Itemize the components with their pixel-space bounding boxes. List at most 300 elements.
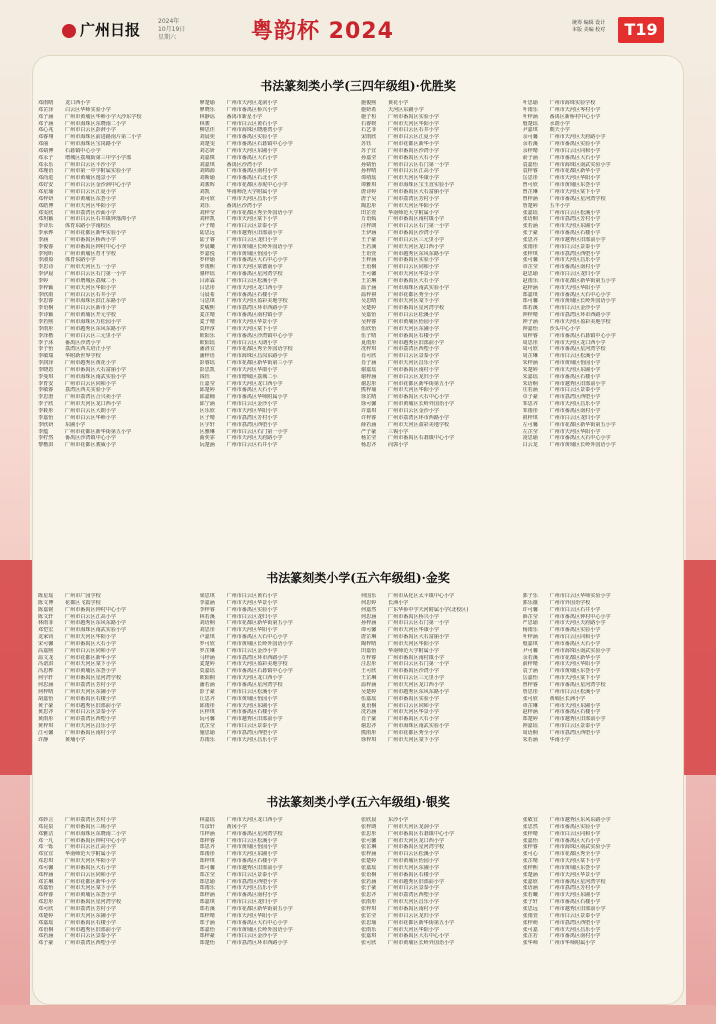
winner-name: 潘梓语: [199, 353, 215, 360]
winner-school: 广州市海珠区东晓南二小学: [65, 830, 127, 837]
winner-entry: [523, 114, 679, 121]
winner-name: 余梓晴: [522, 147, 538, 154]
winner-entry: [38, 251, 194, 258]
winner-school: 广州市番禺区南村小学: [388, 366, 439, 373]
winner-name: 邓语桐: [38, 926, 54, 933]
winner-entry: [38, 429, 194, 436]
winner-name: 郑梓豪: [199, 933, 215, 940]
winner-name: 熊雨彤: [361, 729, 377, 736]
winner-school: 广州市天河区昌乐小学: [549, 257, 601, 264]
winner-school: 广州市白云区金沙小学: [226, 401, 278, 408]
winner-entry: [38, 737, 194, 744]
winner-school: 广州市番禺区南村小学: [549, 933, 601, 940]
winner-school: 广州市番禺区实验小学: [388, 257, 439, 264]
winner-entry: [361, 593, 517, 600]
winner-entry: [200, 865, 356, 872]
winner-name: 李嘉怡: [38, 414, 54, 421]
winner-entry: [361, 614, 517, 621]
winner-name: 陈文博: [38, 599, 54, 606]
winner-school: 广州市番禺区桥西小学: [65, 236, 116, 243]
winner-entry: [361, 100, 517, 107]
winner-school: 华南师范大学附属小学: [388, 647, 439, 654]
winner-entry: [361, 655, 517, 662]
winner-entry: [523, 435, 679, 442]
winner-name: 卢嘉琪: [199, 634, 215, 641]
winner-school: 广州市白云区龙归小学: [549, 414, 601, 421]
winner-entry: [38, 675, 194, 682]
winner-school: 花都区飞霞学校: [65, 599, 101, 606]
winner-school: 广州市番禺区大石富丽小学: [388, 188, 450, 195]
winner-entry: [523, 689, 679, 696]
winner-school: 华南师范大学附属小学: [226, 188, 278, 195]
winner-school: 向郭小学: [388, 442, 409, 449]
winner-name: 王可欣: [361, 668, 377, 675]
winner-school: 广州市天河区棠下小学: [549, 188, 601, 195]
winner-name: 徐梓琪: [361, 736, 377, 743]
winner-entry: [523, 203, 679, 210]
winner-school: 广州市天河区昌乐小学: [226, 885, 278, 892]
winner-name: 张欣晨: [361, 817, 377, 823]
winner-school: 广州市天河区华康小学: [388, 175, 439, 182]
winner-entry: [38, 230, 194, 237]
winner-name: 孙嘉莹: [361, 154, 377, 161]
winner-entry: [361, 641, 517, 648]
winner-name: 郑可馨: [522, 298, 538, 305]
winner-entry: [523, 223, 679, 230]
winner-school: 广州市海珠区宝玉直实验小学: [388, 182, 455, 189]
winner-name: 林嘉瑶: [199, 817, 215, 823]
winner-name: 张思彤: [361, 830, 377, 837]
winner-name: 李嘉涵: [199, 599, 215, 606]
winner-entry: [523, 408, 679, 415]
winner-entry: [38, 620, 194, 627]
winner-entry: [200, 326, 356, 333]
winner-school: 广州市黄埔区长岭外国语小学: [226, 926, 293, 933]
winner-school: 番禺区沙湾小学: [226, 161, 263, 168]
winner-name: 俞子涵: [522, 154, 538, 161]
winner-name: 谢嘉瑶: [361, 366, 377, 373]
winner-school: 广州市荔湾区环市西路小学: [549, 312, 611, 319]
winner-entry: [38, 730, 194, 737]
winner-name: 张嘉瑶: [522, 209, 538, 216]
winner-name: 许梓睿: [361, 414, 377, 421]
winner-name: 陈星瑶: [38, 593, 54, 599]
award-list-silver: [32, 817, 684, 947]
winner-entry: [200, 634, 356, 641]
winner-name: 万语嫣: [361, 216, 377, 223]
winner-name: 张芷琳: [361, 844, 377, 851]
winner-entry: [200, 100, 356, 107]
winner-entry: [523, 319, 679, 326]
award-column: [38, 817, 194, 947]
winner-school: 广州市越秀区东风东路小学: [388, 688, 450, 695]
winner-entry: [523, 858, 679, 865]
winner-name: 区宇轩: [199, 421, 215, 428]
winner-school: 广州市天河区棠下小学: [65, 661, 116, 668]
winner-school: 广州市海珠区晓港湾小学: [226, 127, 283, 134]
winner-school: 广州市白云区同和小学: [388, 702, 439, 709]
winner-entry: [200, 737, 356, 744]
winner-school: 广州市天河区华康小学: [388, 627, 439, 634]
winner-name: 郑嘉琪: [199, 899, 215, 906]
winner-entry: [361, 442, 517, 449]
winner-name: 曾梓涵: [522, 195, 538, 202]
winner-name: 李润泽: [38, 360, 54, 367]
winner-school: 广州市越秀区旧部前小学: [549, 716, 606, 723]
winner-school: 广州市白云区黄石小学: [226, 120, 278, 127]
winner-entry: [38, 927, 194, 934]
winner-school: 广州市白云区三元里小学: [65, 332, 122, 339]
winner-name: 孙梓晴: [361, 168, 377, 175]
winner-entry: [523, 851, 679, 858]
winner-entry: [200, 114, 356, 121]
winner-entry: [523, 127, 679, 134]
winner-school: 广州市荔湾区西塱小学: [549, 919, 601, 926]
winner-entry: [38, 196, 194, 203]
winner-school: 广州市花都区新华实验小学: [65, 230, 127, 237]
winner-name: 林雨菲: [38, 620, 54, 627]
winner-name: 刘梓莹: [199, 209, 215, 216]
winner-name: 余可馨: [522, 134, 538, 141]
winner-name: 赵雨乐: [522, 277, 538, 284]
winner-school: 广州市番禺区南村镇小学: [226, 312, 283, 319]
winner-school: 广州市花都区新华街第五小学: [65, 428, 132, 435]
winner-entry: [361, 203, 517, 210]
winner-entry: [361, 312, 517, 319]
winner-entry: [523, 838, 679, 845]
winner-name: 邓子涵: [38, 113, 54, 120]
winner-name: 张嘉瑶: [361, 864, 377, 871]
winner-name: 李梓颖: [38, 284, 54, 291]
winner-entry: [38, 892, 194, 899]
winner-entry: [200, 401, 356, 408]
winner-entry: [523, 360, 679, 367]
winner-name: 潘若涵: [199, 681, 215, 688]
winner-school: 广州市天河区龙口西小学: [549, 339, 606, 346]
winner-school: 广州市白云区松溪小学: [226, 688, 278, 695]
winner-name: 郑雨乐: [199, 885, 215, 892]
winner-entry: [361, 838, 517, 845]
winner-school: 广州市白云区景泰小学: [226, 871, 278, 878]
winner-name: 朱若涵: [522, 736, 538, 743]
winner-entry: [361, 620, 517, 627]
newspaper-logo-icon: [62, 24, 76, 38]
winner-school: 广州市天河区天府路小学: [549, 134, 606, 141]
winner-school: 广州市越秀区东风东路小学: [65, 620, 127, 627]
winner-entry: [361, 824, 517, 831]
winner-school: 广州市番禺区石碁镇中心小学: [226, 668, 293, 675]
winner-school: 广州市荔湾区芳村小学: [549, 216, 601, 223]
winner-entry: [38, 374, 194, 381]
winner-name: 郑若溪: [199, 905, 215, 912]
winner-name: 曾芷琳: [522, 188, 538, 195]
winner-name: 曾梓睿: [522, 681, 538, 688]
winner-entry: [200, 134, 356, 141]
winner-entry: [38, 155, 194, 162]
winner-entry: [38, 817, 194, 824]
winner-entry: [361, 127, 517, 134]
winner-entry: [38, 696, 194, 703]
winner-name: 邓雨晴: [38, 100, 54, 106]
winner-school: 广州市荔湾区西塱小学: [226, 421, 278, 428]
winner-name: 吴梓睿: [361, 319, 377, 325]
winner-entry: [38, 100, 194, 107]
winner-entry: [361, 251, 517, 258]
winner-name: 冯思桦: [38, 668, 54, 675]
winner-school: 广州市海珠区南武实验小学: [549, 844, 611, 851]
winner-entry: [361, 927, 517, 934]
winner-entry: [523, 865, 679, 872]
winner-school: 广州市增城区荔城二小: [65, 277, 116, 284]
winner-school: 广州市白云区石井小学: [388, 127, 439, 134]
winner-entry: [523, 374, 679, 381]
winner-school: 广州市白云区景泰小学: [549, 723, 601, 730]
winner-school: 广州市白云区石井小学: [65, 291, 116, 298]
winner-entry: [38, 865, 194, 872]
winner-name: 何宇轩: [38, 675, 54, 682]
winner-name: 区子晴: [199, 414, 215, 421]
winner-name: 施子桓: [361, 113, 377, 120]
decorative-left-border: [0, 50, 30, 1024]
winner-entry: [200, 340, 356, 347]
winner-name: 王若溪: [361, 243, 377, 250]
winner-school: 广州市白云区松溪小学: [388, 312, 439, 319]
winner-school: 广州市白云区平沙小学: [65, 161, 116, 168]
winner-school: 广州市番禺区石楼小学: [226, 709, 278, 716]
winner-name: 邓楚婷: [38, 912, 54, 919]
winner-school: 广州市白云区金沙洲中心小学: [65, 182, 132, 189]
winner-name: 彭思凯: [199, 366, 215, 373]
winner-name: 张华师: [522, 940, 538, 947]
winner-name: 李承烨: [38, 230, 54, 237]
winner-name: 陈文轩: [38, 613, 54, 620]
winner-school: 广州市番禺区石楼小学: [226, 291, 278, 298]
winner-name: 詹楚婷: [522, 202, 538, 209]
decorative-bottom-pattern: [0, 1005, 716, 1024]
winner-school: 广州市花都区新华小学: [65, 878, 116, 885]
winner-school: 广州市白云区石井小学: [549, 606, 601, 613]
winner-name: 殷楚瑶: [522, 120, 538, 127]
winner-school: 广州市番禺区沙湾小学: [388, 230, 439, 237]
winner-name: 王梓涵: [361, 257, 377, 264]
winner-school: 广州市番禺区三锡小学: [65, 823, 116, 830]
winner-name: 徐可馨: [361, 401, 377, 408]
winner-entry: [200, 278, 356, 285]
winner-school: 增城区荔城街第三中学小学部: [65, 154, 132, 161]
winner-name: 张语桐: [361, 871, 377, 878]
winner-entry: [523, 429, 679, 436]
winner-school: 广州市天河区盈彩美地学校: [388, 421, 450, 428]
issue-date: [158, 18, 185, 42]
winner-name: 张思瑜: [361, 919, 377, 926]
winner-school: 体育东路小学: [65, 257, 96, 264]
winner-school: 广州市番禺区南村小学: [65, 729, 116, 736]
winner-entry: [200, 264, 356, 271]
winner-entry: [523, 913, 679, 920]
winner-entry: [361, 892, 517, 899]
winner-name: 刘可欣: [199, 195, 215, 202]
winner-name: 郑梓晴: [199, 912, 215, 919]
winner-school: 广州市黄埔区怡园小学: [388, 858, 439, 865]
winner-school: 广州市天河区华阳小学: [549, 428, 601, 435]
winner-name: 林静谣: [199, 113, 215, 120]
winner-school: 华附新世界学校: [65, 353, 101, 360]
winner-school: 广州市白云区同和小学: [65, 871, 116, 878]
winner-school: 广州市越秀区旧部前小学: [549, 905, 606, 912]
winner-name: 邓梓妍: [38, 195, 54, 202]
winner-school: 三锡小学: [388, 428, 409, 435]
winner-entry: [38, 216, 194, 223]
winner-name: 谢思齐: [361, 723, 377, 730]
winner-school: 广州市番禺区大石富丽小学: [388, 634, 450, 641]
winner-entry: [200, 394, 356, 401]
winner-entry: [523, 422, 679, 429]
winner-school: 广州市天河区棠下小学: [388, 298, 439, 305]
winner-school: 广州市天河区东圃小学: [388, 864, 439, 871]
winner-school: 广州市黄埔区逸景小学: [65, 175, 116, 182]
winner-school: 广州市白云区石井镇钟落潭小学: [65, 216, 137, 223]
winner-entry: [200, 927, 356, 934]
winner-entry: [523, 716, 679, 723]
winner-entry: [200, 641, 356, 648]
winner-school: 广州市白云区景泰小学: [226, 723, 278, 730]
winner-name: 李泽楷: [38, 332, 54, 339]
award-column: [361, 817, 517, 947]
winner-entry: [361, 333, 517, 340]
winner-name: 吕思彤: [199, 284, 215, 291]
winner-school: 广州市花都区秀全外国语小学: [226, 209, 293, 216]
winner-entry: [523, 885, 679, 892]
winner-school: 广州市越秀区东风东路小学: [65, 325, 127, 332]
winner-name: 邓永子: [38, 154, 54, 161]
winner-entry: [361, 709, 517, 716]
winner-name: 宋可馨: [38, 640, 54, 647]
winner-entry: [523, 381, 679, 388]
winner-name: 张若涵: [361, 878, 377, 885]
winner-name: 汪思彤: [361, 661, 377, 668]
winner-name: 李曼琪: [38, 373, 54, 380]
winner-entry: [361, 703, 517, 710]
winner-school: 广州市白云区同和小学: [65, 647, 116, 654]
winner-name: 邓尚进: [38, 175, 54, 182]
winner-name: 赵梓涵: [522, 709, 538, 716]
winner-school: 广州市荔湾区芳村小学: [65, 905, 116, 912]
winner-name: 邓婧博: [38, 147, 54, 154]
winner-school: 广州市海珠区南武实验小学: [65, 627, 127, 634]
winner-entry: [523, 394, 679, 401]
winner-name: 邓雯欣: [38, 209, 54, 216]
winner-name: 朱语桐: [522, 380, 538, 387]
winner-entry: [200, 244, 356, 251]
award-list-excellence: [32, 100, 684, 449]
winner-entry: [361, 920, 517, 927]
winner-school: 广州市荔湾区西塱小学: [388, 346, 439, 353]
winner-entry: [38, 913, 194, 920]
winner-school: 广州市天河区昌乐小学: [549, 401, 601, 408]
winner-entry: [38, 298, 194, 305]
winner-name: 李敏瑞: [38, 353, 54, 360]
winner-name: 麦芷晴: [199, 312, 215, 319]
winner-school: 广州市华师附属小学: [549, 940, 596, 947]
decorative-right-border: [686, 50, 716, 1024]
winner-entry: [38, 415, 194, 422]
winner-school: 广州市荔湾区芳村小学: [226, 414, 278, 421]
winner-entry: [38, 223, 194, 230]
winner-school: 广州市花都区新华小学: [549, 168, 601, 175]
winner-name: 邓梓涵: [38, 871, 54, 878]
winner-school: 广州市荔湾区沙面小学: [65, 209, 116, 216]
winner-entry: [38, 292, 194, 299]
winner-entry: [361, 865, 517, 872]
winner-entry: [523, 251, 679, 258]
winner-school: 华南师范大学附属小学: [65, 851, 116, 858]
winner-school: 广州市白云区江高小学: [65, 613, 116, 620]
winner-school: 广州市白云区三元里小学: [388, 675, 445, 682]
winner-entry: [361, 223, 517, 230]
winner-school: 广州市番禺区实验小学: [388, 695, 439, 702]
winner-name: 欧阳桐: [199, 675, 215, 682]
winner-school: 广州市白云区龙归小学: [388, 373, 439, 380]
winner-name: 张雨彤: [361, 899, 377, 906]
winner-entry: [523, 333, 679, 340]
winner-school: 广州市番禺区大石中心小学: [388, 933, 450, 940]
winner-entry: [200, 614, 356, 621]
winner-name: 夏语桐: [361, 702, 377, 709]
winner-entry: [38, 326, 194, 333]
winner-name: 肖子涵: [361, 360, 377, 367]
winner-school: 广州市天河区东圃小学: [65, 688, 116, 695]
winner-school: 广州市番禺区星河湾学校: [65, 675, 122, 682]
winner-name: 张思齐: [361, 892, 377, 899]
winner-school: 广州市天河区棠下小学: [549, 858, 601, 865]
winner-entry: [361, 885, 517, 892]
winner-school: 广州市番禺区石楼小学: [226, 858, 278, 865]
winner-name: 邓芷泽: [38, 106, 54, 113]
winner-name: 李涵: [38, 236, 49, 243]
winner-name: 孙梓涵: [361, 620, 377, 627]
winner-name: 郑芷莹: [199, 871, 215, 878]
winner-name: 邓恺宏: [38, 627, 54, 634]
winner-name: 叶梓涵: [522, 634, 538, 641]
winner-name: 张楚涵: [522, 871, 538, 878]
winner-school: 广州市白云区松溪小学: [549, 209, 601, 216]
winner-school: 广州市番禺区大石小学: [65, 864, 116, 871]
winner-entry: [361, 940, 517, 947]
winner-entry: [523, 723, 679, 730]
winner-name: 赵思瑜: [522, 271, 538, 278]
winner-school: 广州市白云区石门第一小学: [388, 661, 450, 668]
winner-school: 广州市荔湾区西塱小学: [226, 729, 278, 736]
winner-school: 广州市越秀区旧部前小学: [65, 926, 122, 933]
winner-school: 荔湾区西关培正小学: [65, 346, 111, 353]
winner-school: 广州市白云区华师小学: [65, 414, 116, 421]
winner-entry: [523, 168, 679, 175]
winner-entry: [361, 210, 517, 217]
winner-entry: [523, 933, 679, 940]
winner-school: 广州市番禺区星河湾学校: [549, 195, 606, 202]
winner-entry: [361, 737, 517, 744]
winner-school: 广州市花都区秀全小学: [549, 851, 601, 858]
winner-entry: [361, 422, 517, 429]
winner-entry: [38, 367, 194, 374]
winner-entry: [38, 312, 194, 319]
winner-school: 广州市花都区秀全小学: [388, 729, 439, 736]
winner-school: 华南小学: [549, 736, 570, 743]
winner-school: 广州市番禺区沙湾小学: [388, 668, 439, 675]
winner-name: 王语萱: [361, 250, 377, 257]
winner-name: 罗可欣: [199, 640, 215, 647]
winner-school: 广州市黄埔区东荟小学: [65, 195, 116, 202]
